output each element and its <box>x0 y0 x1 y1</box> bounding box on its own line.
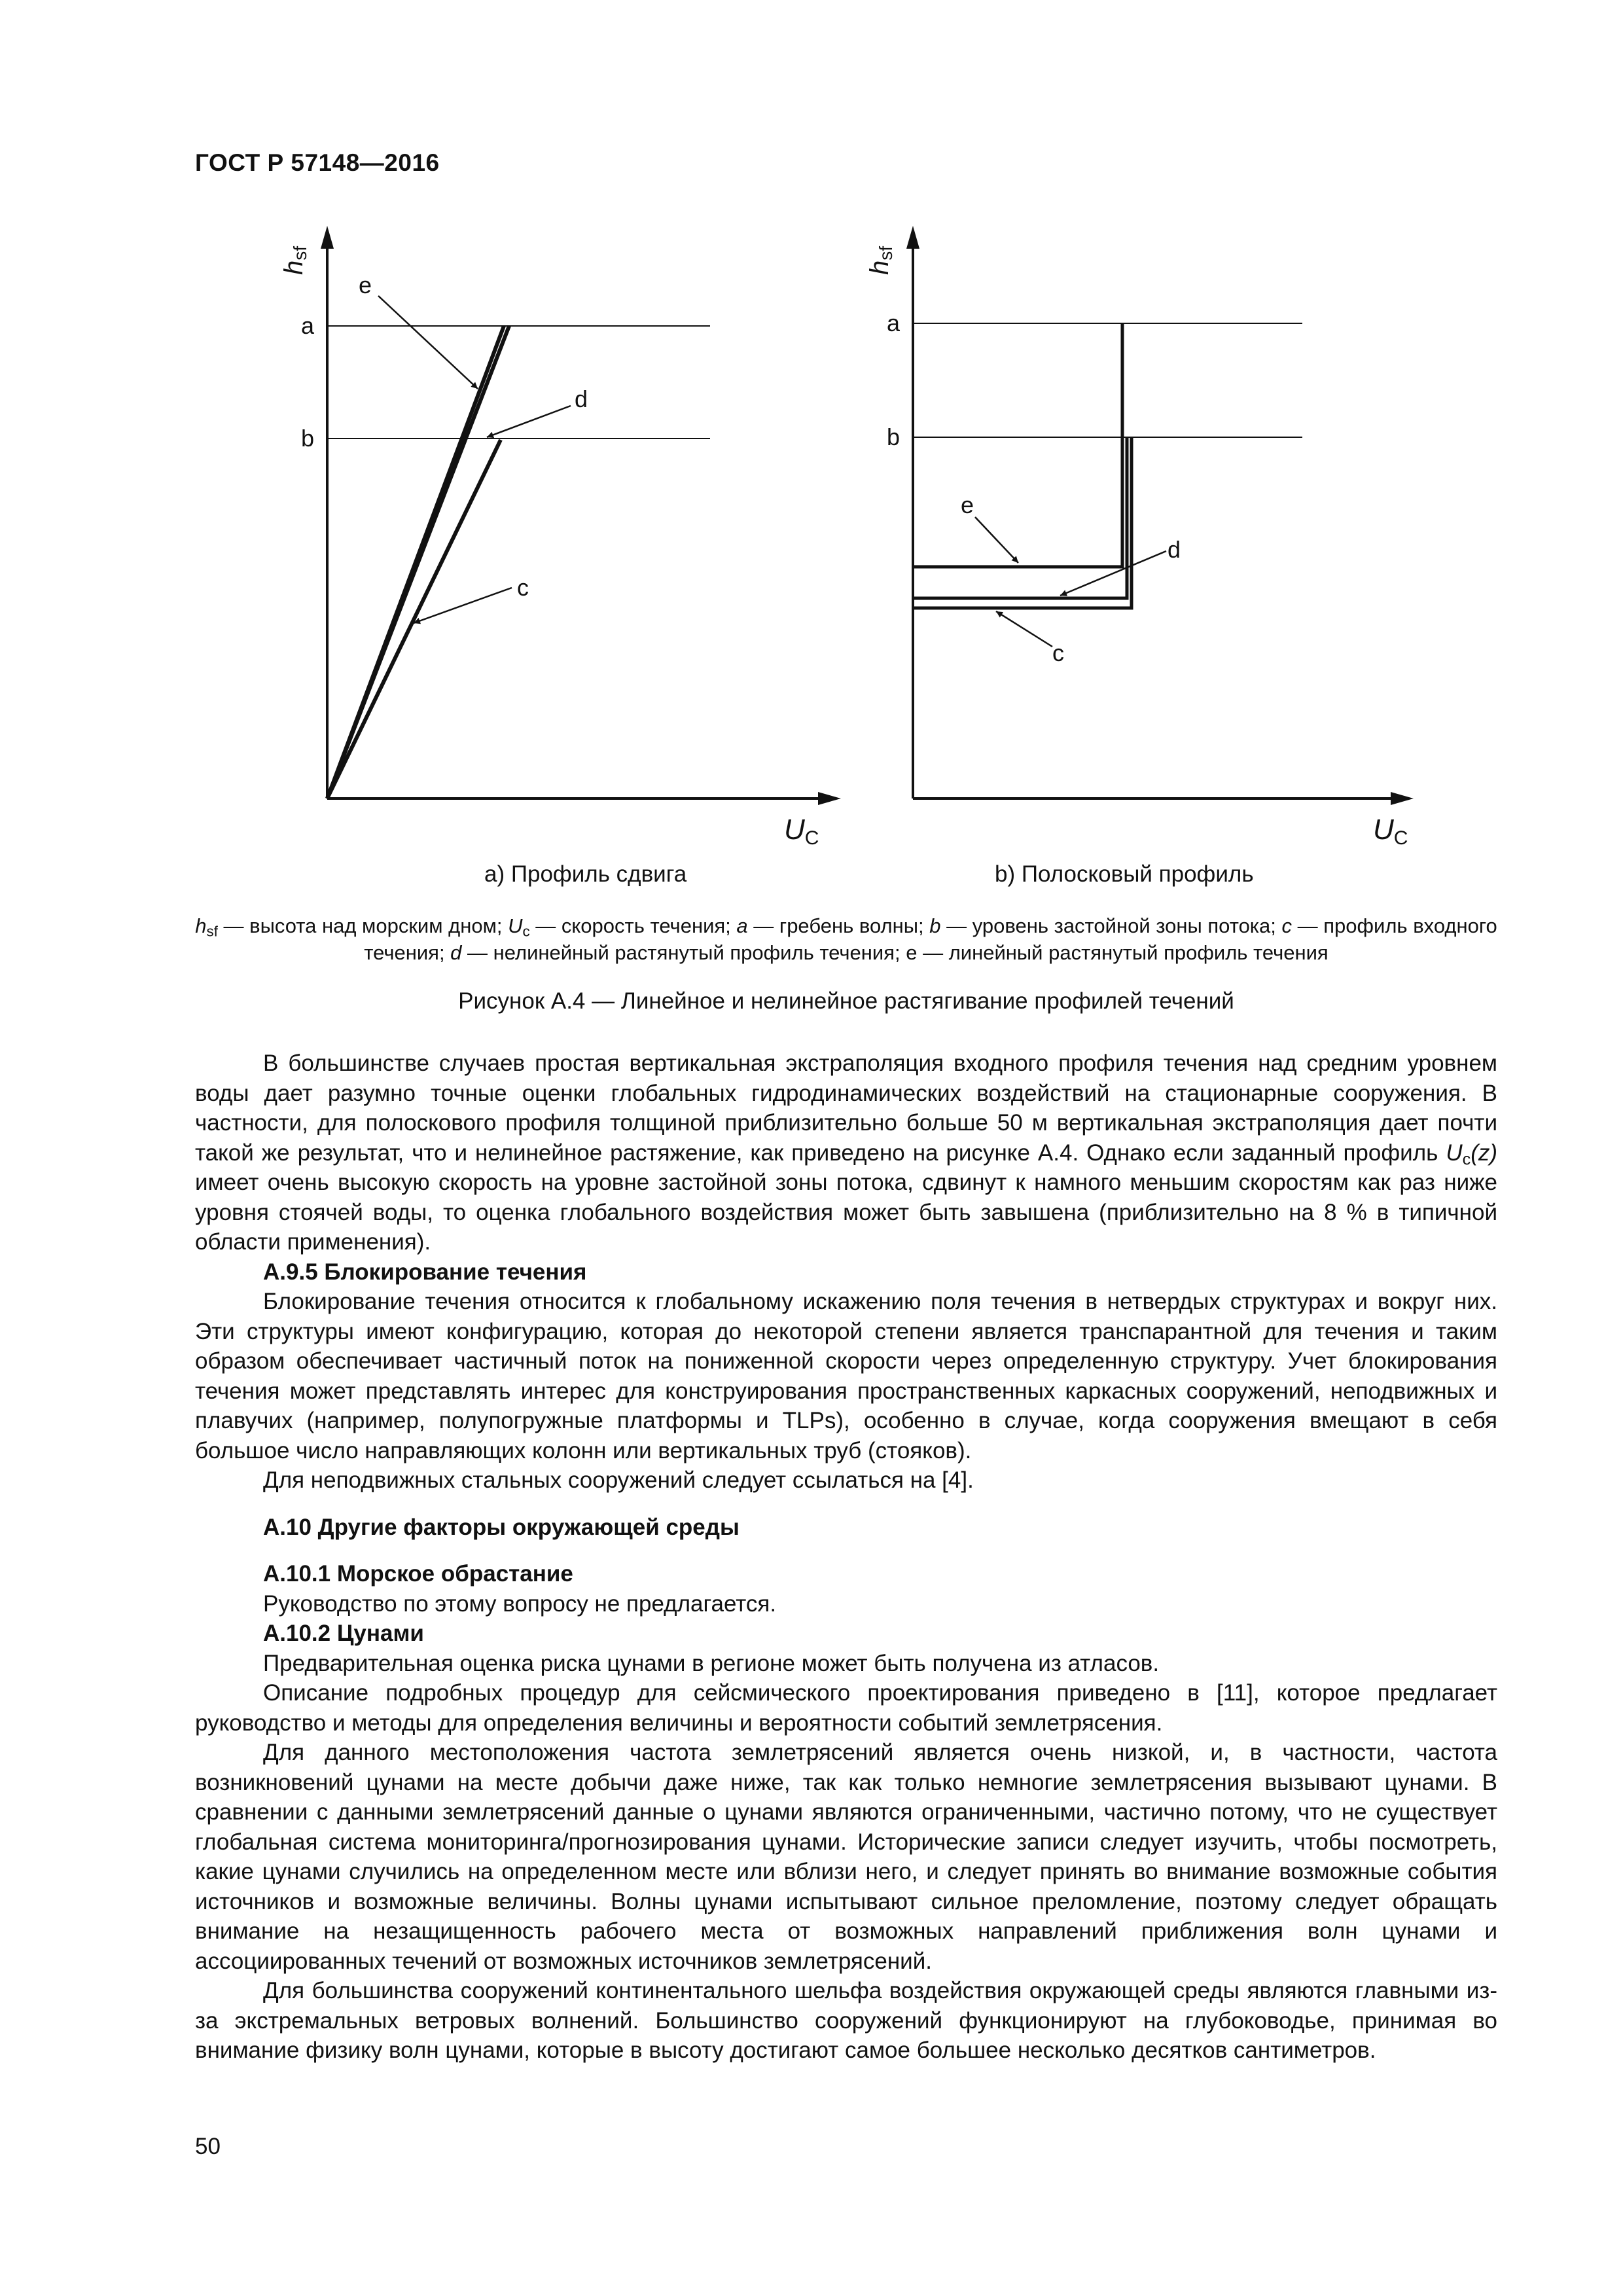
paragraph: Предварительная оценка риска цунами в регионе может быть получена из атласов. <box>263 1650 1160 1676</box>
leader-e <box>378 296 478 389</box>
figure-title: Рисунок А.4 — Линейное и нелинейное растягивание профилей течений <box>458 988 1234 1014</box>
panel-shear-profile <box>279 226 841 849</box>
page-number: 50 <box>195 2134 221 2159</box>
y-axis-label: hsf <box>865 245 896 275</box>
paragraph: Для данного местоположения частота землетрясений является очень низкой, и, в частности, частота возникновений цунами на месте добычи даже ниже, так как только немногие землетрясения вызывают цунами. В сравнении с данными землетрясений данные о цунами являются ограниченными, частично потому, что не существует глобальная система мониторинга/прогнозирования цунами. Исторические записи следует изучить, чтобы посмотреть, какие цунами случились на определенном месте или вблизи него, и следует принять во внимание возможные события источников и возможные величины. Волны цунами испытывают сильное преломление, поэтому следует обращать внимание на незащищенность рабочего места от возможных направлений приближения волн цунами и ассоциированных течений от возможных источников землетрясений. <box>195 1740 1497 1974</box>
paragraph: Для большинства сооружений континентального шельфа воздействия окружающей среды являются главными из-за экстремальных ветровых волнений. Большинство сооружений функционируют на глубоководье, принимая во внимание физику волн цунами, которые в высоту достигают самое большее несколько десятков сантиметров. <box>195 1978 1497 2063</box>
document-header: ГОСТ Р 57148—2016 <box>195 149 440 176</box>
x-axis-arrow <box>1391 792 1414 805</box>
paragraph: В большинстве случаев простая вертикальная экстраполяция входного профиля течения над средним уровнем воды дает разумно точные оценки глобальных гидродинамических воздействий на стационарные сооружения. В частности, для полоскового профиля толщиной приблизительно больше 50 м вертикальная экстраполяция дает почти такой же результат, что и нелинейное растяжение, как приведено на рисунке А.4. Однако если заданный профиль $U_c(z)$ имеет очень высокую скорость на уровне застойной зоны потока, сдвинут к намного меньшим скоростям как раз ниже уровня стоячей воды, то оценка глобального воздействия может быть завышена (приблизительно на 8 % в типичной области применения). <box>195 1050 1497 1255</box>
label-d: d <box>575 386 588 412</box>
caption-strip-profile: b) Полосковый профиль <box>995 861 1254 887</box>
leader-d <box>1060 551 1166 596</box>
level-a-label: a <box>887 310 901 336</box>
figure-legend: $h_{sf}$ — высота над морским дном; $U_c$ — скорость течения; a — гребень волны; b — уровень застойной зоны потока; c — профиль входного течения; d — нелинейный растянутый профиль течения; е — линейный растянутый профиль течения <box>195 914 1497 964</box>
y-axis-arrow <box>906 226 919 249</box>
section-heading: А.10.1 Морское обрастание <box>263 1561 573 1587</box>
profile-e-line <box>913 323 1122 567</box>
level-a-label: a <box>301 312 315 339</box>
x-axis-label: UC <box>1373 814 1408 849</box>
x-axis-arrow <box>818 792 841 805</box>
y-axis-arrow <box>321 226 334 249</box>
profile-d-line <box>913 437 1127 598</box>
label-e: e <box>359 272 372 298</box>
figure-a4 <box>0 0 1623 851</box>
leader-c <box>996 611 1052 647</box>
caption-shear-profile: a) Профиль сдвига <box>484 861 687 887</box>
paragraph: Блокирование течения относится к глобальному искажению поля течения в нетвердых структурах и вокруг них. Эти структуры имеют конфигурацию, которая до некоторой степени является транспарантной для течения и таким образом обеспечивает частичный поток на пониженной скорости через определенную структуру. Учет блокирования течения может представлять интерес для конструирования пространственных каркасных сооружений, неподвижных и плавучих (например, полупогружные платформы и TLPs), особенно в случае, когда сооружения вмещают в себя большое число направляющих колонн или вертикальных труб (стояков). <box>195 1289 1497 1463</box>
profile-c-line <box>913 437 1132 608</box>
section-heading: А.10 Другие факторы окружающей среды <box>263 1514 740 1540</box>
label-e: e <box>961 492 974 518</box>
label-c: c <box>1052 639 1064 666</box>
leader-e <box>975 517 1018 563</box>
y-axis-label: hsf <box>279 245 310 275</box>
x-axis-label: UC <box>784 814 819 849</box>
level-b-label: b <box>887 423 901 450</box>
body-text <box>195 1049 1497 2066</box>
level-b-label: b <box>301 425 315 452</box>
section-heading: А.9.5 Блокирование течения <box>263 1259 587 1285</box>
leader-d <box>487 406 571 437</box>
label-c: c <box>517 574 529 601</box>
label-d: d <box>1168 536 1181 563</box>
profile-e-line <box>327 326 504 798</box>
profile-c-line <box>327 440 501 798</box>
paragraph: Руководство по этому вопросу не предлагается. <box>263 1590 777 1617</box>
paragraph: Описание подробных процедур для сейсмического проектирования приведено в [11], которое предлагает руководство и методы для определения величины и вероятности событий землетрясения. <box>195 1680 1497 1736</box>
panel-strip-profile <box>865 226 1414 849</box>
paragraph: Для неподвижных стальных сооружений следует ссылаться на [4]. <box>263 1467 974 1493</box>
section-heading: А.10.2 Цунами <box>263 1621 424 1646</box>
